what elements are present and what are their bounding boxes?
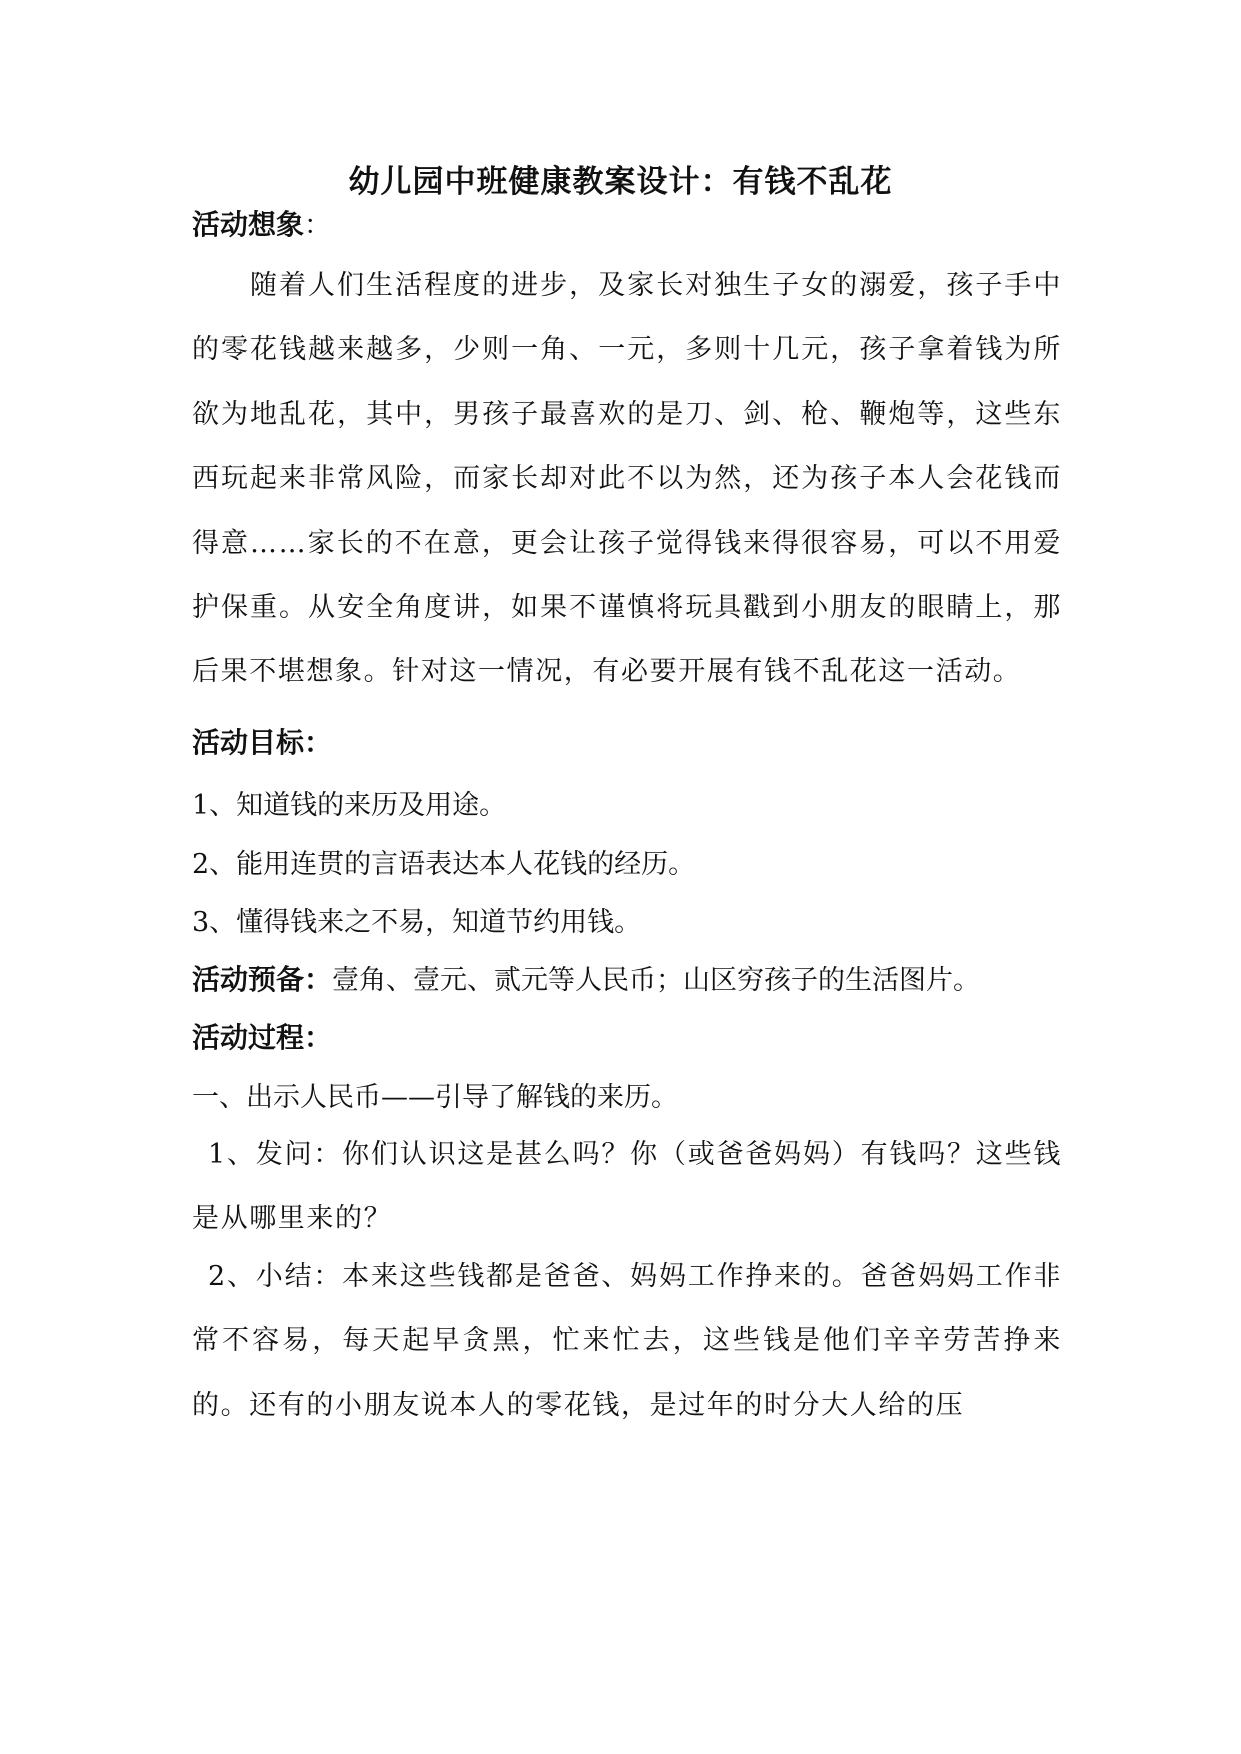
section-idea-heading: 活动想象	[192, 208, 305, 241]
section-prep-line	[192, 960, 1072, 1001]
process-summary-2: 2、小结：本来这些钱都是爸爸、妈妈工作挣来的。爸爸妈妈工作非常不容易，每天起早贪黑，忙来忙去，这些钱是他们辛辛劳苦挣来的。还有的小朋友说本人的零花钱，是过年的时分大人给的压	[192, 1261, 1062, 1421]
document-title: 幼儿园中班健康教案设计：有钱不乱花	[348, 164, 893, 200]
section-prep-text: 壹角、壹元、贰元等人民币；山区穷孩子的生活图片。	[332, 965, 981, 996]
goal-item-2: 2、能用连贯的言语表达本人花钱的经历。	[192, 849, 696, 880]
section-goals-heading: 活动目标：	[192, 726, 333, 759]
process-question-1: 1、发问：你们认识这是甚么吗？你（或爸爸妈妈）有钱吗？这些钱是从哪里来的？	[192, 1139, 1062, 1235]
goal-item-1: 1、知道钱的来历及用途。	[192, 790, 507, 821]
section-idea-colon: ：	[304, 210, 332, 241]
section-prep-heading: 活动预备：	[192, 963, 333, 996]
section-idea-heading-line	[192, 205, 1072, 246]
process-step-1: 一、出示人民币——引导了解钱的来历。	[192, 1082, 678, 1113]
section-idea-paragraph: 随着人们生活程度的进步，及家长对独生子女的溺爱，孩子手中的零花钱越来越多，少则一角、一元，多则十几元，孩子拿着钱为所欲为地乱花，其中，男孩子最喜欢的是刀、剑、枪、鞭炮等，这些东西玩起来非常风险，而家长却对此不以为然，还为孩子本人会花钱而得意……家长的不在意，更会让孩子觉得钱来得很容易，可以不用爱护保重。从安全角度讲，如果不谨慎将玩具戳到小朋友的眼睛上，那后果不堪想象。针对这一情况，有必要开展有钱不乱花这一活动。	[192, 270, 1062, 688]
goal-item-3: 3、懂得钱来之不易，知道节约用钱。	[192, 907, 642, 938]
section-process-heading: 活动过程：	[192, 1021, 333, 1054]
